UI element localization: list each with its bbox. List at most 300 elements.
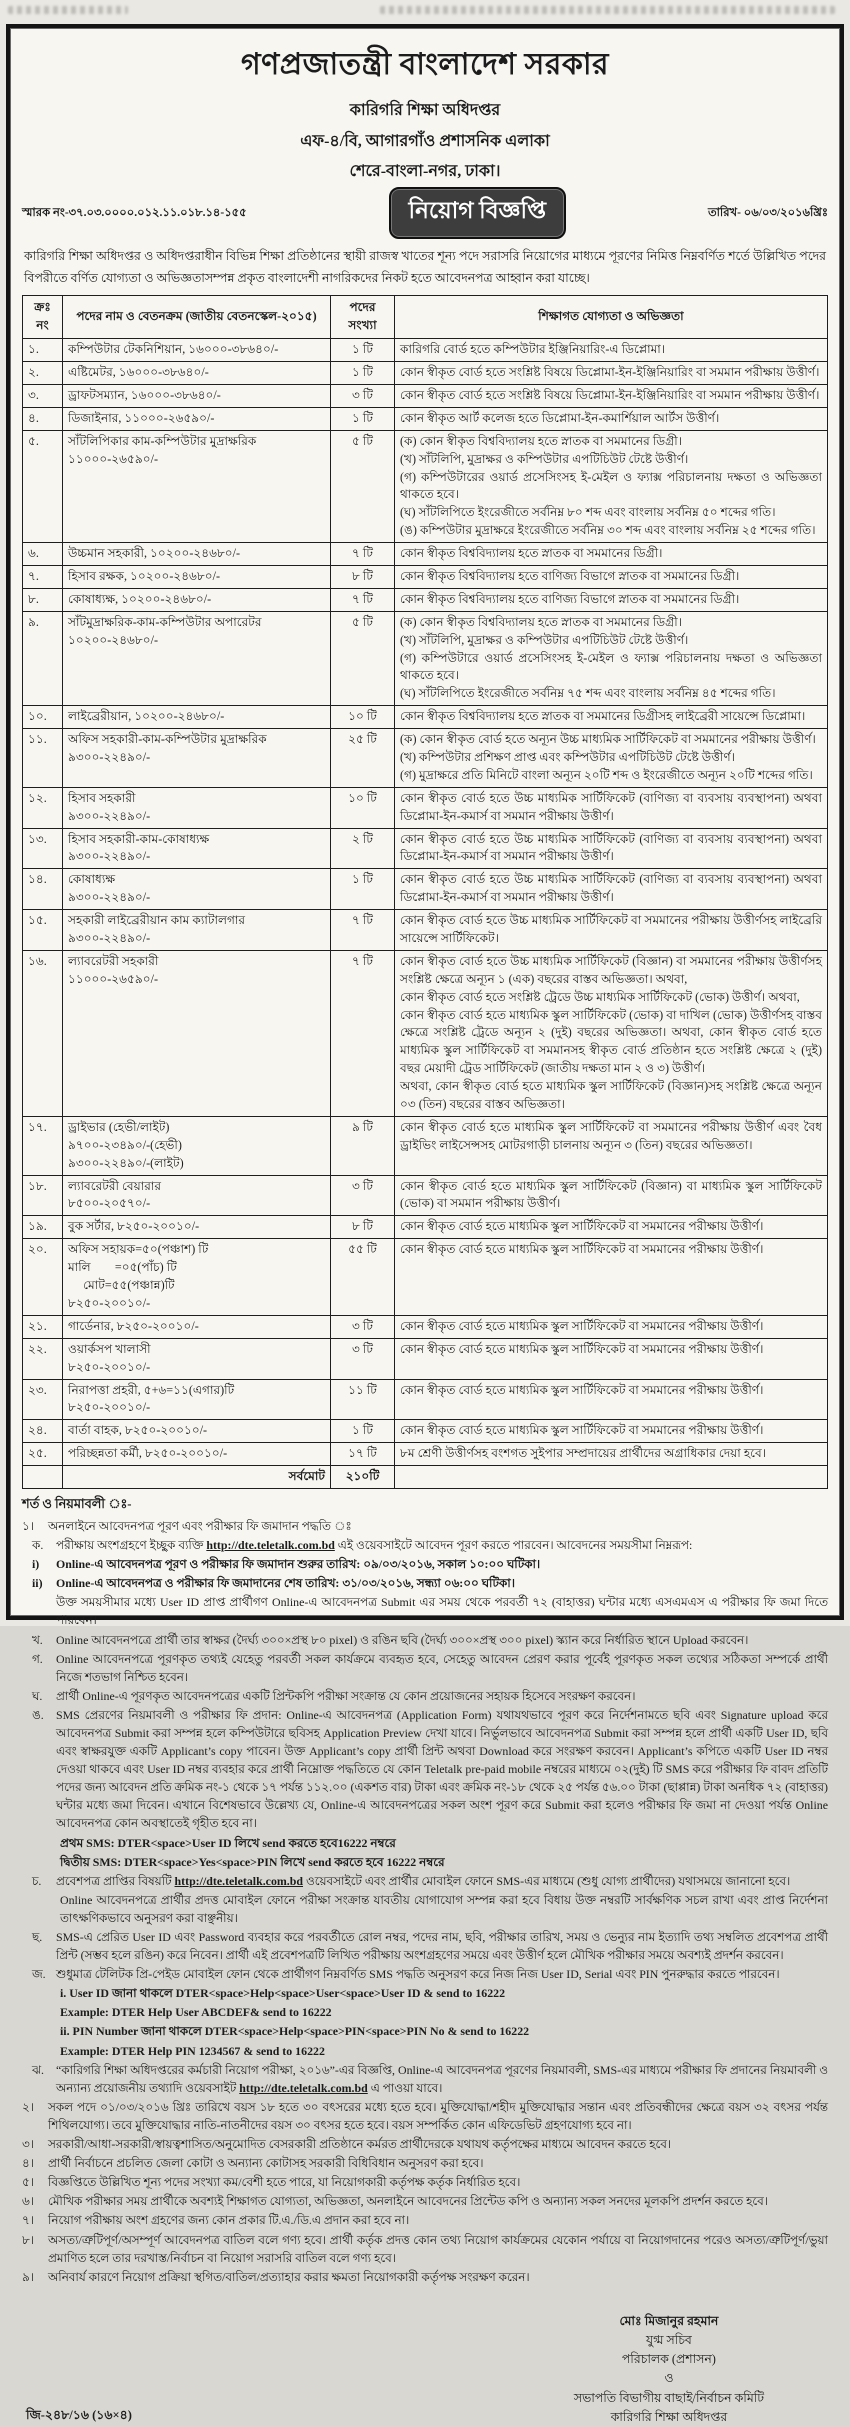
- post-name-line: ৯৩০০-২২৪৯০/-: [68, 931, 151, 946]
- newsprint-artifact: [0, 2, 850, 20]
- qualification-cell: [395, 565, 828, 588]
- qualification-cell: [395, 1116, 828, 1175]
- post-count-cell: ১০ টি: [331, 706, 395, 729]
- condition-text: অনিবার্য কারণে নিয়োগ প্রক্রিয়া স্থগিত/বাতিল/প্রত্যাহার করার ক্ষমতা নিয়োগকারী কর্তৃপক্ষ সংরক্ষণ করেন।: [48, 2269, 530, 2284]
- website-link: http://dte.teletalk.com.bd: [239, 2080, 368, 2095]
- condition-label: ঙ.: [32, 1707, 44, 1722]
- post-name-cell: [63, 706, 331, 729]
- table-row: [23, 1443, 828, 1466]
- post-name-line: মোট=৫৫(পঞ্চান্ন)টি: [68, 1278, 175, 1293]
- notice-date: তারিখ- ০৬/০৩/২০১৬খ্রিঃ: [707, 206, 828, 219]
- qualification-line: (গ) কম্পিউটারের ওয়ার্ড প্রসেসিংসহ ই-মেইল ও ফ্যাক্স পরিচালনায় দক্ষতা ও অভিজ্ঞতা থাকতে হবে।: [400, 469, 822, 502]
- serial-cell: ৫.: [23, 430, 63, 542]
- qualification-cell: [395, 828, 828, 869]
- condition-label: [32, 1593, 52, 1629]
- serial-cell: ১২.: [23, 787, 63, 828]
- serial-cell: ৬.: [23, 543, 63, 566]
- positions-tbody: [23, 339, 828, 1466]
- qualification-cell: [395, 543, 828, 566]
- condition-label: ছ.: [32, 1930, 43, 1945]
- signature-line: সভাপতি বিভাগীয় বাছাই/নির্বাচন কমিটি: [573, 2390, 764, 2405]
- post-count-cell: ১ টি: [331, 1420, 395, 1443]
- serial-cell: ১৭.: [23, 1116, 63, 1175]
- table-row: [23, 1216, 828, 1239]
- post-name-cell: [63, 1116, 331, 1175]
- qualification-line: (ঘ) সাঁটলিপিতে ইংরেজীতে সর্বনিম্ন ৮০ শব্দ এবং বাংলায় সর্বনিম্ন ৫০ শব্দের গতি।: [400, 505, 776, 520]
- notice-border-box: [6, 24, 844, 2424]
- qualification-line: কোন স্বীকৃত বোর্ড হতে মাধ্যমিক স্কুল সার্টিফিকেট বা সমমানের পরীক্ষায় উত্তীর্ণ।: [400, 1219, 764, 1234]
- post-name-line: পরিচ্ছন্নতা কর্মী, ৮২৫০-২০০১০/-: [68, 1446, 228, 1461]
- condition-label: ঘ.: [32, 1688, 43, 1703]
- qualification-line: ৮ম শ্রেণী উত্তীর্ণসহ বংশগত সুইপার সম্প্রদায়ের প্রার্থীদের অগ্রাধিকার দেয়া হবে।: [400, 1446, 767, 1461]
- condition-label: চ.: [32, 1873, 42, 1888]
- condition-text: SMS-এ প্রেরিত User ID এবং Password ব্যবহার করে পরবর্তীতে রোল নম্বর, পদের নাম, ছবি, পরীক্ষার তারিখ, সময় ও ভেন্যুর নাম ইত্যাদি তথ্য সম্বলিত প্রবেশপত্র প্রার্থী প্রিন্ট (সম্ভব হলে রঙিন) করে নিবেন। প্রার্থী এই প্রবেশপত্রটি লিখিত পরীক্ষায় অংশগ্রহণের সময়ে এবং উত্তীর্ণ হলে মৌখিক পরীক্ষার সময়ে অবশ্যই প্রদর্শন করবেন।: [56, 1930, 828, 1963]
- condition-label: i): [32, 1557, 40, 1572]
- condition-text: প্রার্থী নির্বাচনে প্রচলিত জেলা কোটা ও অন্যান্য কোটাসহ সরকারী বিধিবিধান অনুসরণ করা হবে।: [48, 2156, 484, 2171]
- condition-label: ক.: [32, 1538, 44, 1553]
- post-name-cell: [63, 1420, 331, 1443]
- condition-label: ৩।: [22, 2137, 34, 2152]
- post-name-line: মালি =০৫(পাঁচ) টি: [68, 1260, 177, 1275]
- post-name-line: এষ্টিমেটর, ১৬০০০-৩৮৬৪০/-: [68, 365, 209, 380]
- qualification-cell: [395, 910, 828, 951]
- newsprint-smudge-right: [380, 6, 835, 14]
- condition-text: প্রবেশপত্র প্রাপ্তির বিষয়টি http://dte.teletalk.com.bd ওয়েবসাইটে এবং প্রার্থীর মোবাইল ফোনে SMS-এর মাধ্যমে (শুধু যোগ্য প্রার্থীদের) যথাসময়ে জানানো হবে।: [56, 1873, 791, 1888]
- condition-label: ৫।: [22, 2175, 34, 2190]
- condition-text: প্রার্থী Online-এ পূরণকৃত আবেদনপত্রের একটি প্রিন্টকপি পরীক্ষা সংক্রান্ত যে কোন প্রয়োজনের সহায়ক হিসেবে সংরক্ষণ করবেন।: [56, 1688, 636, 1703]
- qualification-line: অথবা, কোন স্বীকৃত বোর্ড হতে মাধ্যমিক স্কুল সার্টিফিকেট (বিজ্ঞান)সহ সংশ্লিষ্ট ক্ষেত্রে অন্যূন ০৩ (তিন) বছরের বাস্তব অভিজ্ঞতা।: [400, 1079, 822, 1112]
- serial-cell: ১৮.: [23, 1175, 63, 1216]
- serial-cell: ১১.: [23, 729, 63, 788]
- table-row: [23, 1338, 828, 1379]
- condition-item: [32, 1536, 828, 1554]
- qualification-cell: [395, 869, 828, 910]
- table-row: [23, 729, 828, 788]
- condition-text: দ্বিতীয় SMS: DTER<space>Yes<space>PIN লিখে send করতে হবে 16222 নম্বরে: [60, 1854, 445, 1869]
- table-row: [23, 407, 828, 430]
- condition-text: অনলাইনে আবেদনপত্র পূরণ এবং পরীক্ষার ফি জমাদান পদ্ধতি ঃ: [48, 1518, 352, 1533]
- post-count-cell: ১৭ টি: [331, 1443, 395, 1466]
- table-row: [23, 565, 828, 588]
- serial-cell: ১৩.: [23, 828, 63, 869]
- address-line-1: এফ-৪/বি, আগারগাঁও প্রশাসনিক এলাকা: [300, 133, 550, 150]
- table-row: [23, 1175, 828, 1216]
- table-row: [23, 611, 828, 705]
- post-count-cell: ৩ টি: [331, 384, 395, 407]
- serial-cell: ৯.: [23, 611, 63, 705]
- table-row: [23, 706, 828, 729]
- post-name-cell: [63, 384, 331, 407]
- post-count-cell: ৫ টি: [331, 611, 395, 705]
- post-count-cell: ৫ টি: [331, 430, 395, 542]
- table-row: [23, 1315, 828, 1338]
- total-count: ২১০টি: [331, 1466, 395, 1489]
- condition-item: [56, 2022, 828, 2040]
- condition-item: [32, 1928, 828, 1964]
- address-line-2: শেরে-বাংলা-নগর, ঢাকা।: [349, 163, 501, 180]
- post-count-cell: ১ টি: [331, 869, 395, 910]
- serial-cell: ১৫.: [23, 910, 63, 951]
- website-link: http://dte.teletalk.com.bd: [206, 1538, 335, 1553]
- post-name-line: ল্যাবরেটরী বেয়ারার: [68, 1178, 162, 1193]
- qualification-line: কোন স্বীকৃত বোর্ড হতে সংশ্লিষ্ট বিষয়ে ডিপ্লোমা-ইন-ইঞ্জিনিয়ারিং বা সমমান পরীক্ষায় উত্তীর্ণ।: [400, 365, 820, 380]
- condition-text: প্রথম SMS: DTER<space>User ID লিখে send করতে হবে16222 নম্বরে: [60, 1835, 396, 1850]
- post-name-line: সাঁটলিপিকার কাম-কম্পিউটার মুদ্রাক্ষরিক: [68, 433, 257, 448]
- post-count-cell: ৭ টি: [331, 543, 395, 566]
- qualification-line: কোন স্বীকৃত বিশ্ববিদ্যালয় হতে স্নাতক বা সমমানের ডিগ্রীসহ লাইব্রেরী সায়েন্সে ডিপ্লোমা।: [400, 709, 806, 724]
- post-name-line: ৯৩০০-২২৪৯০/-: [68, 890, 151, 905]
- post-name-line: ৯৩০০-২২৪৯০/-: [68, 808, 151, 823]
- serial-cell: ২৪.: [23, 1420, 63, 1443]
- post-name-cell: [63, 1315, 331, 1338]
- condition-text: i. User ID জানা থাকলে DTER<space>Help<space>User<space>User ID & send to 16222: [60, 1986, 506, 2001]
- qualification-line: (ক) কোন স্বীকৃত বিশ্ববিদ্যালয় হতে স্নাতক বা সমমানের ডিগ্রী।: [400, 433, 683, 448]
- table-row: [23, 787, 828, 828]
- notice-badge: নিয়োগ বিজ্ঞপ্তি: [389, 187, 566, 239]
- table-row: [23, 869, 828, 910]
- post-name-line: ১১০০০-২৬৫৯০/-: [68, 971, 158, 986]
- serial-cell: ৩.: [23, 384, 63, 407]
- government-title: গণপ্রজাতন্ত্রী বাংলাদেশ সরকার: [240, 48, 610, 81]
- table-row: [23, 1379, 828, 1420]
- serial-cell: ১৯.: [23, 1216, 63, 1239]
- condition-item: [22, 2173, 828, 2191]
- intro-paragraph: কারিগরি শিক্ষা অধিদপ্তর ও অধিদপ্তরাধীন বিভিন্ন শিক্ষা প্রতিষ্ঠানের স্থায়ী রাজস্ব খাতের শূন্য পদে সরাসরি নিয়োগের মাধ্যমে পূরণের নিমিত্ত নিম্নবর্ণিত শর্তে উল্লিখিত পদের বিপরীতে বর্ণিত যোগ্যতা ও অভিজ্ঞতাসম্পন্ন প্রকৃত বাংলাদেশী নাগরিকদের নিকট হতে আবেদনপত্র আহ্বান করা যাচ্ছে।: [24, 249, 826, 285]
- post-name-cell: [63, 1379, 331, 1420]
- qualification-line: (ক) কোন স্বীকৃত বোর্ড হতে অন্যূন উচ্চ মাধ্যমিক সার্টিফিকেট বা সমমানের পরীক্ষায় উত্তীর্ণ।: [400, 732, 816, 747]
- post-name-line: হিসাব রক্ষক, ১০২০০-২৪৬৮০/-: [68, 568, 221, 583]
- condition-label: ২।: [22, 2099, 34, 2114]
- condition-item: [32, 1965, 828, 1983]
- table-row: [23, 339, 828, 362]
- serial-cell: ৪.: [23, 407, 63, 430]
- qualification-line: কোন স্বীকৃত বোর্ড হতে উচ্চ মাধ্যমিক সার্টিফিকেট (বাণিজ্য বা ব্যবসায় ব্যবস্থাপনা) অথবা ডিপ্লোমা-ইন-কমার্স বা সমমান পরীক্ষায় উত্তীর্ণ।: [400, 790, 822, 823]
- header-serial: ক্রঃ নং: [23, 296, 63, 339]
- post-count-cell: ৯ টি: [331, 1116, 395, 1175]
- qualification-cell: [395, 1239, 828, 1316]
- condition-text: নিয়োগ পরীক্ষায় অংশ গ্রহণের জন্য কোন প্রকার টি.এ./ডি.এ প্রদান করা হবে না।: [48, 2213, 410, 2228]
- condition-item: [56, 1891, 828, 1927]
- qualification-line: কোন স্বীকৃত বোর্ড হতে মাধ্যমিক স্কুল সার্টিফিকেট বা সমমানের পরীক্ষায় উত্তীর্ণ।: [400, 1382, 764, 1397]
- conditions-list: [22, 1517, 828, 2286]
- post-name-line: ১০২০০-২৪৬৮০/-: [68, 632, 159, 647]
- condition-item: [22, 2154, 828, 2172]
- qualification-cell: [395, 1443, 828, 1466]
- qualification-line: কোন স্বীকৃত বিশ্ববিদ্যালয় হতে স্নাতক বা সমমানের ডিগ্রী।: [400, 546, 663, 561]
- qualification-line: কারিগরি বোর্ড হতে কম্পিউটার ইঞ্জিনিয়ারিং-এ ডিপ্লোমা।: [400, 342, 666, 357]
- table-row: [23, 384, 828, 407]
- qualification-cell: [395, 950, 828, 1116]
- signature-line: ও: [664, 2371, 674, 2386]
- table-row: [23, 588, 828, 611]
- qualification-line: কোন স্বীকৃত বোর্ড হতে মাধ্যমিক স্কুল সার্টিফিকেট বা সমমানের পরীক্ষায় উত্তীর্ণ।: [400, 1423, 764, 1438]
- qualification-cell: [395, 407, 828, 430]
- post-name-cell: [63, 1443, 331, 1466]
- post-name-cell: [63, 407, 331, 430]
- post-name-line: ১১০০০-২৬৫৯০/-: [68, 451, 158, 466]
- notice-header: [22, 36, 828, 185]
- memo-row: [22, 187, 828, 239]
- qualification-line: (খ) সাঁটলিপি, মুদ্রাক্ষর ও কম্পিউটার এপটিচিউট টেষ্টে উত্তীর্ণ।: [400, 632, 689, 647]
- memo-number: স্মারক নং-৩৭.০৩.০০০০.০১২.১১.০১৮.১৪-১৫৫: [22, 206, 247, 219]
- qualification-cell: [395, 706, 828, 729]
- condition-label: ৪।: [22, 2156, 34, 2171]
- post-name-line: অফিস সহায়ক=৫০(পঞ্চাশ) টি: [68, 1242, 209, 1257]
- serial-cell: ৭.: [23, 565, 63, 588]
- qualification-line: (খ) কম্পিউটার প্রশিক্ষণ প্রাপ্ত এবং কম্পিউটার এপটিচিউট টেষ্টে উত্তীর্ণ।: [400, 750, 735, 764]
- post-name-cell: [63, 339, 331, 362]
- condition-text: “কারিগরি শিক্ষা অধিদপ্তরের কর্মচারী নিয়োগ পরীক্ষা, ২০১৬”-এর বিজ্ঞপ্তি, Online-এ আবেদনপত্র পূরণের নিয়মাবলী, SMS-এর মাধ্যমে পরীক্ষার ফি প্রদানের নিয়মাবলী ও অন্যান্য প্রয়োজনীয় তথ্যাদি ওয়েবসাইট http://dte.teletalk.com.bd এ পাওয়া যাবে।: [56, 2062, 828, 2095]
- condition-item: [22, 2135, 828, 2153]
- qualification-line: কোন স্বীকৃত বিশ্ববিদ্যালয় হতে বাণিজ্য বিভাগে স্নাতক বা সমমানের ডিগ্রী।: [400, 591, 740, 606]
- condition-text: Online-এ আবেদনপত্র পূরণ ও পরীক্ষার ফি জমাদান শুরুর তারিখ: ০৯/০৩/২০১৬, সকাল ১০:০০ ঘটিকা।: [56, 1557, 541, 1572]
- post-count-cell: ৭ টি: [331, 950, 395, 1116]
- qualification-line: কোন স্বীকৃত বোর্ড হতে মাধ্যমিক স্কুল সার্টিফিকেট বা সমমানের পরীক্ষায় উত্তীর্ণ।: [400, 1242, 764, 1257]
- serial-cell: ২১.: [23, 1315, 63, 1338]
- qualification-cell: [395, 1175, 828, 1216]
- post-count-cell: ২৫ টি: [331, 729, 395, 788]
- website-link: http://dte.teletalk.com.bd: [174, 1873, 304, 1888]
- post-name-line: ৮২৫০-২০০১০/-: [68, 1295, 151, 1310]
- condition-text: সরকারী/আধা-সরকারী/স্বায়ত্বশাসিত/অনুমোদিত বেসরকারী প্রতিষ্ঠানে কর্মরত প্রার্থীদেরকে যথাযথ কর্তৃপক্ষের মাধ্যমে আবেদন করতে হবে।: [48, 2137, 672, 2152]
- post-name-cell: [63, 1216, 331, 1239]
- total-empty-cell: [23, 1466, 63, 1489]
- post-name-line: ড্রাইভার (হেভী/লাইট): [68, 1119, 170, 1134]
- condition-text: Online আবেদনপত্রে পূরণকৃত তথ্যই যেহেতু পরবর্তী সকল কার্যক্রমে ব্যবহৃত হবে, সেহেতু আবেদন প্রেরণ করার পূর্বেই পূরণকৃত সকল তথ্যের সঠিকতা সম্পর্কে প্রার্থী নিজে শতভাগ নিশ্চিত হবেন।: [56, 1651, 828, 1684]
- post-name-line: ৮২৫০-২০০১০/-: [68, 1359, 151, 1374]
- condition-text: Online আবেদনপত্রে প্রার্থী তার স্বাক্ষর (দৈর্ঘ্য ৩০০×প্রস্থ ৮০ pixel) ও রঙিন ছবি (দৈর্ঘ্য ৩০০×প্রস্থ ৩০০ pixel) স্ক্যান করে নির্ধারিত স্থানে Upload করবেন।: [56, 1632, 749, 1647]
- post-count-cell: ৫৫ টি: [331, 1239, 395, 1316]
- post-name-line: ডিজাইনার, ১১০০০-২৬৫৯০/-: [68, 410, 215, 425]
- post-name-line: ওয়ার্কসপ খালাসী: [68, 1341, 151, 1356]
- post-count-cell: ৮ টি: [331, 565, 395, 588]
- serial-cell: ২৩.: [23, 1379, 63, 1420]
- serial-cell: ২২.: [23, 1338, 63, 1379]
- qualification-cell: [395, 384, 828, 407]
- post-count-cell: ১ টি: [331, 339, 395, 362]
- condition-item: [32, 1650, 828, 1686]
- qualification-line: কোন স্বীকৃত বোর্ড হতে মাধ্যমিক স্কুল সার্টিফিকেট বা সমমানের পরীক্ষায় উত্তীর্ণ এবং বৈধ ড্রাইভিং লাইসেন্সসহ মোটরগাড়ী চালনায় অন্যূন ৩ (তিন) বছরের অভিজ্ঞতা।: [400, 1119, 822, 1152]
- post-name-line: কম্পিউটার টেকনিশিয়ান, ১৬০০০-৩৮৬৪০/-: [68, 342, 279, 357]
- qualification-cell: [395, 1379, 828, 1420]
- serial-cell: ১.: [23, 339, 63, 362]
- condition-text: মৌখিক পরীক্ষার সময় প্রার্থীকে অবশ্যই শিক্ষাগত যোগ্যতা, অভিজ্ঞতা, অনলাইনে আবেদনের প্রিন্টেড কপি ও অন্যান্য সকল সনদের মূলকপি প্রদর্শন করতে হবে।: [48, 2194, 769, 2209]
- condition-label: ৯।: [22, 2269, 34, 2284]
- post-name-line: ল্যাবরেটরী সহকারী: [68, 953, 159, 968]
- qualification-line: কোন স্বীকৃত বোর্ড হতে উচ্চ মাধ্যমিক সার্টিফিকেট (বাণিজ্য বা ব্যবসায় ব্যবস্থাপনা) অথবা ডিপ্লোমা-ইন-কমার্স বা সমমান পরীক্ষায় উত্তীর্ণ।: [400, 872, 822, 905]
- qualification-cell: [395, 339, 828, 362]
- post-count-cell: ৭ টি: [331, 588, 395, 611]
- post-count-cell: ৩ টি: [331, 1175, 395, 1216]
- qualification-cell: [395, 1420, 828, 1443]
- post-count-cell: ১০ টি: [331, 787, 395, 828]
- condition-item: [32, 1631, 828, 1649]
- department-name: কারিগরি শিক্ষা অধিদপ্তর: [349, 102, 501, 119]
- qualification-cell: [395, 430, 828, 542]
- qualification-cell: [395, 1315, 828, 1338]
- condition-text: অসত্য/ত্রুটিপূর্ণ/অসম্পূর্ণ আবেদনপত্র বাতিল বলে গণ্য হবে। প্রার্থী কর্তৃক প্রদত্ত কোন তথ্য নিয়োগ কার্যক্রমের যেকোন পর্যায়ে বা নিয়োগদানের পরেও অসত্য/ত্রুটিপূর্ণ/ভুয়া প্রমাণিত হলে তার দরখাস্ত/নির্বাচন বা নিয়োগ সরাসরি বাতিল বলে গণ্য হবে।: [48, 2232, 828, 2265]
- qualification-cell: [395, 611, 828, 705]
- table-row: [23, 828, 828, 869]
- post-name-line: বার্তা বাহক, ৮২৫০-২০০১০/-: [68, 1423, 208, 1438]
- condition-item: [56, 1834, 828, 1852]
- qualification-line: কোন স্বীকৃত বোর্ড হতে মাধ্যমিক স্কুল সার্টিফিকেট (বিজ্ঞান) বা মাধ্যমিক স্কুল সার্টিফিকেট (ভোক) বা সমমান পরীক্ষায় উত্তীর্ণ।: [400, 1178, 822, 1211]
- condition-text: পরীক্ষায় অংশগ্রহণে ইচ্ছুক ব্যক্তি http://dte.teletalk.com.bd এই ওয়েবসাইটে আবেদন পূরণ করতে পারবেন। আবেদনের সময়সীমা নিম্নরূপ:: [56, 1538, 693, 1553]
- condition-label: ৭।: [22, 2213, 34, 2228]
- condition-label: ৬।: [22, 2194, 34, 2209]
- condition-item: [22, 2098, 828, 2134]
- qualification-cell: [395, 588, 828, 611]
- condition-item: [32, 1593, 828, 1629]
- table-row: [23, 362, 828, 385]
- post-name-line: ৯৩০০-২২৪৯০/-(লাইট): [68, 1155, 184, 1170]
- post-name-line: ৯৩০০-২২৪৯০/-: [68, 750, 151, 764]
- header-post-name: পদের নাম ও বেতনক্রম (জাতীয় বেতনস্কেল-২০১৫): [63, 296, 331, 339]
- serial-cell: ১৬.: [23, 950, 63, 1116]
- condition-item: [32, 1872, 828, 1890]
- table-row: [23, 950, 828, 1116]
- post-name-line: গার্ডেনার, ৮২৫০-২০০১০/-: [68, 1318, 199, 1333]
- post-name-line: সাঁটমুদ্রাক্ষরিক-কাম-কম্পিউটার অপারেটর: [68, 614, 262, 629]
- serial-cell: ২৫.: [23, 1443, 63, 1466]
- post-name-cell: [63, 729, 331, 788]
- condition-text: Online-এ আবেদনপত্র ও পরীক্ষার ফি জমাদানের শেষ তারিখ: ৩১/০৩/২০১৬, সন্ধ্যা ০৬:০০ ঘটিকা।: [56, 1576, 515, 1591]
- signature-line: যুগ্ম সচিব: [645, 2333, 692, 2348]
- post-name-cell: [63, 869, 331, 910]
- post-name-cell: [63, 828, 331, 869]
- condition-item: [22, 1517, 828, 1535]
- condition-item: [56, 1984, 828, 2002]
- condition-item: [32, 1706, 828, 1833]
- serial-cell: ২০.: [23, 1239, 63, 1316]
- condition-item: [32, 1555, 828, 1573]
- total-qual-empty: [395, 1466, 828, 1489]
- condition-item: [56, 1853, 828, 1871]
- post-name-cell: [63, 910, 331, 951]
- post-name-cell: [63, 611, 331, 705]
- footer-row: [22, 2312, 828, 2427]
- condition-text: বিজ্ঞপ্তিতে উল্লিখিত শূন্য পদের সংখ্যা কম/বেশী হতে পারে, যা নিয়োগকারী কর্তৃপক্ষ কর্তৃক নির্ধারিত হবে।: [48, 2175, 521, 2190]
- condition-text: SMS প্রেরণের নিয়মাবলী ও পরীক্ষার ফি প্রদান: Online-এ আবেদনপত্র (Application Form) যথাযথভাবে পূরণ করে নির্দেশনামতে ছবি এবং Signature upload করে আবেদনপত্র Submit করা সম্পন্ন হলে কম্পিউটারে ছবিসহ Application Preview দেখা যাবে। নির্ভুলভাবে আবেদনপত্র Submit করা সম্পন্ন হলে প্রার্থী একটি User ID, ছবি এবং স্বাক্ষরযুক্ত একটি Applicant’s copy পাবেন। উক্ত Applicant’s copy প্রার্থী প্রিন্ট অথবা Download করে সংরক্ষণ করবেন। Applicant’s কপিতে একটি User ID নম্বর দেওয়া থাকবে এবং User ID নম্বর ব্যবহার করে প্রার্থী নিম্নোক্ত পদ্ধতিতে যে কোন Teletalk pre-paid mobile নম্বরের মাধ্যমে ০২(দুই) টি SMS করে পরীক্ষার ফি বাবদ প্রতিটি পদের জন্য আবেদন প্রতি ক্রমিক নং-১ থেকে ১৭ পর্যন্ত ১১২.০০ (একশত বার) টাকা এবং ক্রমিক নং-১৮ থেকে ২৫ পর্যন্ত ৫৬.০০ টাকা (ছাপ্পান্ন) টাকা অনধিক ৭২ (বাহাত্তর) ঘন্টার মধ্যে জমা দিবেন। এখানে বিশেষভাবে উল্লেখ্য যে, Online-এ আবেদনপত্রের সকল অংশ পূরণ করে Submit করা হলেও পরীক্ষার ফি জমা না দেওয়া পর্যন্ত Online আবেদনপত্র কোন অবস্থাতেই গৃহীত হবে না।: [56, 1707, 828, 1831]
- condition-item: [32, 2061, 828, 2097]
- condition-label: গ.: [32, 1651, 43, 1666]
- post-name-line: সহকারী লাইব্রেরীয়ান কাম ক্যাটালগার: [68, 913, 246, 928]
- post-name-cell: [63, 787, 331, 828]
- qualification-line: কোন স্বীকৃত বিশ্ববিদ্যালয় হতে বাণিজ্য বিভাগে স্নাতক বা সমমানের ডিগ্রী।: [400, 568, 740, 583]
- post-name-line: বুক সর্টার, ৮২৫০-২০০১০/-: [68, 1219, 200, 1234]
- condition-item: [56, 2042, 828, 2060]
- header-post-count: পদের সংখ্যা: [331, 296, 395, 339]
- post-name-line: ৯৭০০-২৩৪৯০/-(হেভী): [68, 1137, 182, 1152]
- condition-label: জ.: [32, 1967, 46, 1982]
- serial-cell: ২.: [23, 362, 63, 385]
- condition-text: শুধুমাত্র টেলিটক প্রি-পেইড মোবাইল ফোন থেকে প্রার্থীগণ নিম্নবর্ণিত SMS পদ্ধতি অনুসরণ করে নিজ নিজ User ID, Serial এবং PIN পুনরুদ্ধার করতে পারবেন।: [56, 1967, 780, 1982]
- post-name-line: অফিস সহকারী-কাম-কম্পিউটার মুদ্রাক্ষরিক: [68, 732, 267, 747]
- table-row: [23, 430, 828, 542]
- qualification-line: (ঙ) কম্পিউটার মুদ্রাক্ষরে ইংরেজীতে সর্বনিম্ন ৩০ শব্দ এবং বাংলায় সর্বনিম্ন ২৫ শব্দের গতি।: [400, 523, 816, 538]
- qualification-line: কোন স্বীকৃত বোর্ড হতে উচ্চ মাধ্যমিক সার্টিফিকেট (বাণিজ্য বা ব্যবসায় ব্যবস্থাপনা) অথবা ডিপ্লোমা-ইন-কমার্স বা সমমান পরীক্ষায় উত্তীর্ণ।: [400, 831, 822, 864]
- signature-line: কারিগরি শিক্ষা অধিদপ্তর: [610, 2409, 728, 2424]
- qualification-line: (গ) মুদ্রাক্ষরে প্রতি মিনিটে বাংলা অন্যূন ২০টি শব্দ ও ইংরেজীতে অন্যূন ২০টি শব্দের গতি।: [400, 767, 813, 782]
- condition-text: Example: DTER Help PIN 1234567 & send to 16222: [60, 2043, 325, 2058]
- signature-line: মোঃ মিজানুর রহমান: [619, 2313, 719, 2328]
- condition-label: ii): [32, 1576, 43, 1591]
- condition-text: উক্ত সময়সীমার মধ্যে User ID প্রাপ্ত প্রার্থীগণ Online-এ আবেদনপত্র Submit এর সময় থেকে পরবর্তী ৭২ (বাহাত্তর) ঘন্টার মধ্যে এসএমএস এ পরীক্ষার ফি জমা দিতে পারবেন।: [56, 1595, 828, 1628]
- total-label: সর্বমোট: [63, 1466, 331, 1489]
- qualification-cell: [395, 787, 828, 828]
- header-qualification: শিক্ষাগত যোগ্যতা ও অভিজ্ঞতা: [395, 296, 828, 339]
- condition-text: সকল পদে ০১/০৩/২০১৬ খ্রিঃ তারিখে বয়স ১৮ হতে ৩০ বৎসরের মধ্যে হতে হবে। মুক্তিযোদ্ধা/শহীদ মুক্তিযোদ্ধার সন্তান এবং প্রতিবন্ধীদের ক্ষেত্রে বয়স ৩২ বৎসর পর্যন্ত শিথিলযোগ্য। তবে মুক্তিযোদ্ধার নাতি-নাতনীদের বয়স ৩০ বৎসর হতে হবে। বয়স সম্পর্কিত কোন এফিডেভিট গ্রহণযোগ্য হবে না।: [48, 2099, 828, 2132]
- post-name-line: ৮৫০০-২০৫৭০/-: [68, 1196, 151, 1211]
- signature-line: পরিচালক (প্রশাসন): [621, 2352, 716, 2367]
- post-name-line: লাইব্রেরীয়ান, ১০২০০-২৪৬৮০/-: [68, 709, 225, 724]
- post-count-cell: ৩ টি: [331, 1315, 395, 1338]
- post-name-line: ৯৩০০-২২৪৯০/-: [68, 849, 151, 864]
- post-name-cell: [63, 543, 331, 566]
- table-row: [23, 543, 828, 566]
- post-name-line: কোষাধ্যক্ষ, ১০২০০-২৪৬৮০/-: [68, 591, 212, 606]
- serial-cell: ১০.: [23, 706, 63, 729]
- qualification-cell: [395, 1216, 828, 1239]
- condition-text: Online আবেদনপত্রে প্রার্থীর প্রদত্ত মোবাইল ফোনে পরীক্ষা সংক্রান্ত যাবতীয় যোগাযোগ সম্পন্ন করা হবে বিধায় উক্ত নম্বরটি সার্বক্ষণিক সচল রাখা এবং প্রাপ্ত নির্দেশনা তাৎক্ষণিকভাবে অনুসরণ করা বাঞ্ছনীয়।: [60, 1892, 828, 1925]
- condition-item: [22, 2268, 828, 2286]
- qualification-line: (খ) সাঁটলিপি, মুদ্রাক্ষর ও কম্পিউটার এপটিচিউট টেষ্টে উত্তীর্ণ।: [400, 451, 689, 466]
- post-name-line: কোষাধ্যক্ষ: [68, 872, 116, 887]
- post-count-cell: ৭ টি: [331, 910, 395, 951]
- qualification-line: (ঘ) সাঁটলিপিতে ইংরেজীতে সর্বনিম্ন ৭৫ শব্দ এবং বাংলায় সর্বনিম্ন ৪৫ শব্দের গতি।: [400, 686, 776, 701]
- post-name-line: ড্রাফটসম্যান, ১৬০০০-৩৮৬৪০/-: [68, 387, 221, 402]
- qualification-cell: [395, 362, 828, 385]
- table-row: [23, 910, 828, 951]
- condition-item: [22, 2211, 828, 2229]
- table-row: [23, 1420, 828, 1443]
- post-name-cell: [63, 430, 331, 542]
- post-name-line: নিরাপত্তা প্রহরী, ৫+৬=১১(এগার)টি: [68, 1382, 235, 1397]
- qualification-line: (গ) কম্পিউটারে ওয়ার্ড প্রসেসিংসহ ই-মেইল ও ফ্যাক্স পরিচালনায় দক্ষতা ও অভিজ্ঞতা থাকতে হবে।: [400, 650, 822, 683]
- condition-label: ঝ.: [32, 2062, 44, 2077]
- qualification-cell: [395, 729, 828, 788]
- post-count-cell: ৮ টি: [331, 1216, 395, 1239]
- condition-label: ১।: [22, 1518, 34, 1533]
- condition-label: খ.: [32, 1632, 43, 1647]
- condition-item: [56, 2003, 828, 2021]
- qualification-cell: [395, 1338, 828, 1379]
- post-name-cell: [63, 950, 331, 1116]
- post-count-cell: ১ টি: [331, 362, 395, 385]
- signature-block: [574, 2312, 764, 2427]
- post-name-line: ৮২৫০-২০০১০/-: [68, 1400, 151, 1415]
- post-count-cell: ১ টি: [331, 407, 395, 430]
- total-row: [23, 1466, 828, 1489]
- condition-label: ৮।: [22, 2232, 34, 2247]
- condition-item: [32, 1574, 828, 1592]
- post-count-cell: ১১ টি: [331, 1379, 395, 1420]
- post-name-line: হিসাব সহকারী-কাম-কোষাধ্যক্ষ: [68, 831, 210, 846]
- qualification-line: কোন স্বীকৃত বোর্ড হতে সংশ্লিষ্ট ট্রেডে উচ্চ মাধ্যমিক সার্টিফিকেট (ভোক) উত্তীর্ণ। অথবা,: [400, 989, 800, 1004]
- post-name-line: উচ্চমান সহকারী, ১০২০০-২৪৬৮০/-: [68, 546, 241, 561]
- qualification-line: কোন স্বীকৃত বোর্ড হতে মাধ্যমিক স্কুল সার্টিফিকেট (ভোক) বা দাখিল (ভোক) উত্তীর্ণসহ বাস্তব ক্ষেত্রে সংশ্লিষ্ট ট্রেডে অন্যূন ২ (দুই) বছরের অভিজ্ঞতা। অথবা, কোন স্বীকৃত বোর্ড হতে মাধ্যমিক স্কুল সার্টিফিকেট বা সমমানসহ স্বীকৃত বোর্ড প্রতিষ্ঠান হতে সংশ্লিষ্ট ক্ষেত্রে ২ (দুই) বছর মেয়াদী ট্রেড সার্টিফিকেট (জাতীয় দক্ষতা মান ২ ও ৩) উত্তীর্ণ।: [400, 1007, 822, 1076]
- post-name-cell: [63, 1338, 331, 1379]
- post-name-cell: [63, 362, 331, 385]
- condition-text: ii. PIN Number জানা থাকলে DTER<space>Help<space>PIN<space>PIN No & send to 16222: [60, 2024, 530, 2039]
- qualification-line: কোন স্বীকৃত বোর্ড হতে উচ্চ মাধ্যমিক সার্টিফিকেট বা সমমানের পরীক্ষায় উত্তীর্ণসহ লাইব্রেরি সায়েন্সে সার্টিফিকেট।: [400, 913, 822, 946]
- serial-cell: ১৪.: [23, 869, 63, 910]
- post-name-line: হিসাব সহকারী: [68, 790, 136, 805]
- conditions-heading: শর্ত ও নিয়মাবলী ঃ-: [22, 1496, 132, 1511]
- post-name-cell: [63, 565, 331, 588]
- condition-text: Example: DTER Help User ABCDEF& send to 16222: [60, 2005, 332, 2020]
- post-count-cell: ২ টি: [331, 828, 395, 869]
